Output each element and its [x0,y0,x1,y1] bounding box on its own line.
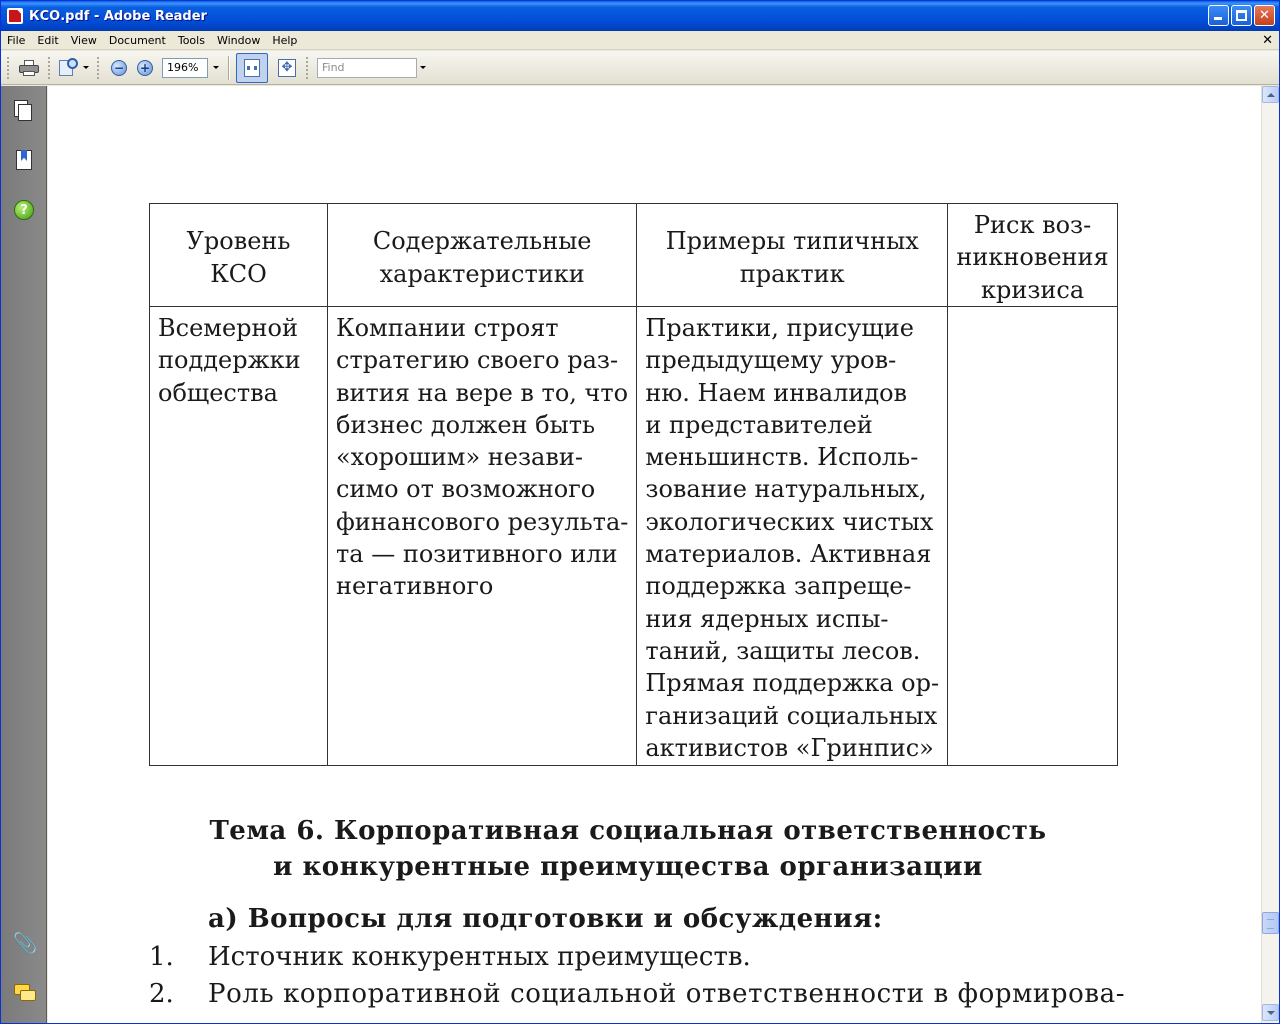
list-number: 2. [149,979,174,1009]
cell-line: ню. Наем инвалидов [645,378,908,407]
fit-window-button[interactable] [274,55,300,81]
table-cell-characteristics [328,307,637,766]
minimize-icon [1214,17,1222,20]
toolbar-grip[interactable] [7,57,10,79]
chevron-down-icon [213,66,219,69]
table-header-cell [948,204,1118,307]
cell-line: активистов «Гринпис» [645,733,934,762]
table-cell-level [150,307,328,766]
vertical-scrollbar[interactable] [1261,86,1279,1023]
cell-line: меньшинств. Исполь- [645,443,919,472]
menu-view[interactable]: View [70,33,97,47]
menu-edit[interactable]: Edit [37,33,59,47]
window-title: КСО.pdf - Adobe Reader [29,8,207,24]
table-header-cell [637,204,948,307]
header-line: КСО [210,259,267,288]
cell-line: материалов. Активная [645,540,932,569]
title-bar[interactable] [1,1,1279,31]
cell-line: поддержки [158,346,301,375]
cell-line: общества [158,378,278,407]
toolbar-grip[interactable] [48,57,51,79]
maximize-button[interactable] [1231,5,1252,26]
find-input[interactable]: Find [317,58,417,78]
fit-window-icon [278,59,296,77]
scroll-down-button[interactable] [1262,1004,1279,1021]
toolbar-grip[interactable] [306,57,309,79]
list-item [149,942,751,972]
cell-line: предыдущему уров- [645,346,897,375]
menu-document[interactable]: Document [108,33,166,47]
zoom-in-icon: + [137,60,153,76]
menu-bar [1,31,1279,50]
cell-line: стратегию своего раз- [336,346,619,375]
cell-line: финансового результа- [336,507,629,536]
header-line: Уровень [186,227,291,256]
toolbar-separator [228,56,230,80]
zoom-out-button[interactable] [106,55,132,81]
header-line: никновения [956,243,1109,272]
cell-line: Прямая поддержка ор- [645,669,940,698]
arrow-up-icon [1267,93,1275,97]
scroll-up-button[interactable] [1262,86,1279,103]
navigation-pane [1,86,47,1023]
zoom-out-icon: − [111,60,127,76]
minimize-button[interactable] [1208,5,1229,26]
chevron-down-icon [83,66,89,69]
zoom-in-button[interactable] [132,55,158,81]
chevron-down-icon [420,66,426,69]
table-cell-risk [948,307,1118,766]
topic-heading-line2: и конкурентные преимущества организации [273,852,983,882]
maximize-icon [1236,10,1247,21]
menu-help[interactable]: Help [272,33,298,47]
print-button[interactable] [16,55,42,81]
header-line: характеристики [379,259,585,288]
cell-line: «хорошим» незави- [336,443,583,472]
printer-icon [19,60,39,76]
cell-line: ганизаций социальных [645,701,938,730]
fit-width-icon [244,59,260,77]
table-header-cell [328,204,637,307]
menu-file[interactable]: File [7,33,26,47]
zoom-level-input[interactable]: 196% [162,58,208,78]
attachments-icon[interactable]: 📎 [12,931,38,955]
close-button[interactable] [1254,5,1275,26]
scrollbar-thumb[interactable] [1262,912,1279,934]
kso-table [149,203,1118,766]
header-line: Риск воз- [973,211,1092,240]
header-line: Содержательные [372,227,592,256]
cell-line: бизнес должен быть [336,410,596,439]
header-line: практик [739,259,845,288]
bookmarks-icon[interactable] [14,150,36,172]
cell-line: таний, защиты лесов. [645,636,921,665]
zoom-dropdown-button[interactable] [208,55,222,81]
help-icon: ? [14,200,34,220]
help-button[interactable] [14,200,36,222]
comments-icon[interactable] [14,982,36,1004]
menu-window[interactable]: Window [216,33,261,47]
pdf-page [48,86,1261,1023]
pages-icon[interactable] [14,100,36,122]
pdf-file-icon [7,8,23,24]
header-line: кризиса [980,275,1085,304]
cell-line: и представителей [645,410,873,439]
cell-line: экологических чистых [645,507,934,536]
fit-width-button[interactable] [236,53,268,83]
table-header-cell [150,204,328,307]
arrow-down-icon [1267,1011,1275,1015]
cell-line: негативного [336,572,494,601]
menu-tools[interactable]: Tools [177,33,205,47]
topic-heading-line1: Тема 6. Корпоративная социальная ответственность [209,816,1047,846]
cell-line: симо от возможного [336,475,596,504]
cell-line: вития на вере в то, что [336,378,629,407]
list-text: Источник конкурентных преимуществ. [208,942,751,972]
questions-subheading: а) Вопросы для подготовки и обсуждения: [208,904,883,934]
search-button[interactable] [57,55,91,81]
cell-line: зование натуральных, [645,475,927,504]
cell-line: поддержка запреще- [645,572,912,601]
cell-line: Всемерной [158,314,298,342]
cell-line: ния ядерных испы- [645,604,889,633]
find-dropdown-button[interactable] [417,55,427,81]
window-controls [1208,5,1275,26]
header-line: Примеры типичных [665,227,919,256]
cell-line: та — позитивного или [336,540,618,569]
toolbar [1,51,1279,85]
table-row [150,307,1118,766]
table-cell-practices [637,307,948,766]
table-header-row [150,204,1118,307]
cell-line: Практики, присущие [645,314,914,342]
document-view[interactable] [48,86,1261,1023]
close-icon: ✕ [1259,8,1270,23]
search-document-icon [59,58,81,78]
cell-line: Компании строят [336,314,559,342]
list-text: Роль корпоративной социальной ответственности в формирова- [208,979,1126,1009]
toolbar-grip[interactable] [97,57,100,79]
list-item [149,979,1125,1009]
list-number: 1. [149,942,174,972]
document-close-button[interactable]: ✕ [1262,33,1273,48]
